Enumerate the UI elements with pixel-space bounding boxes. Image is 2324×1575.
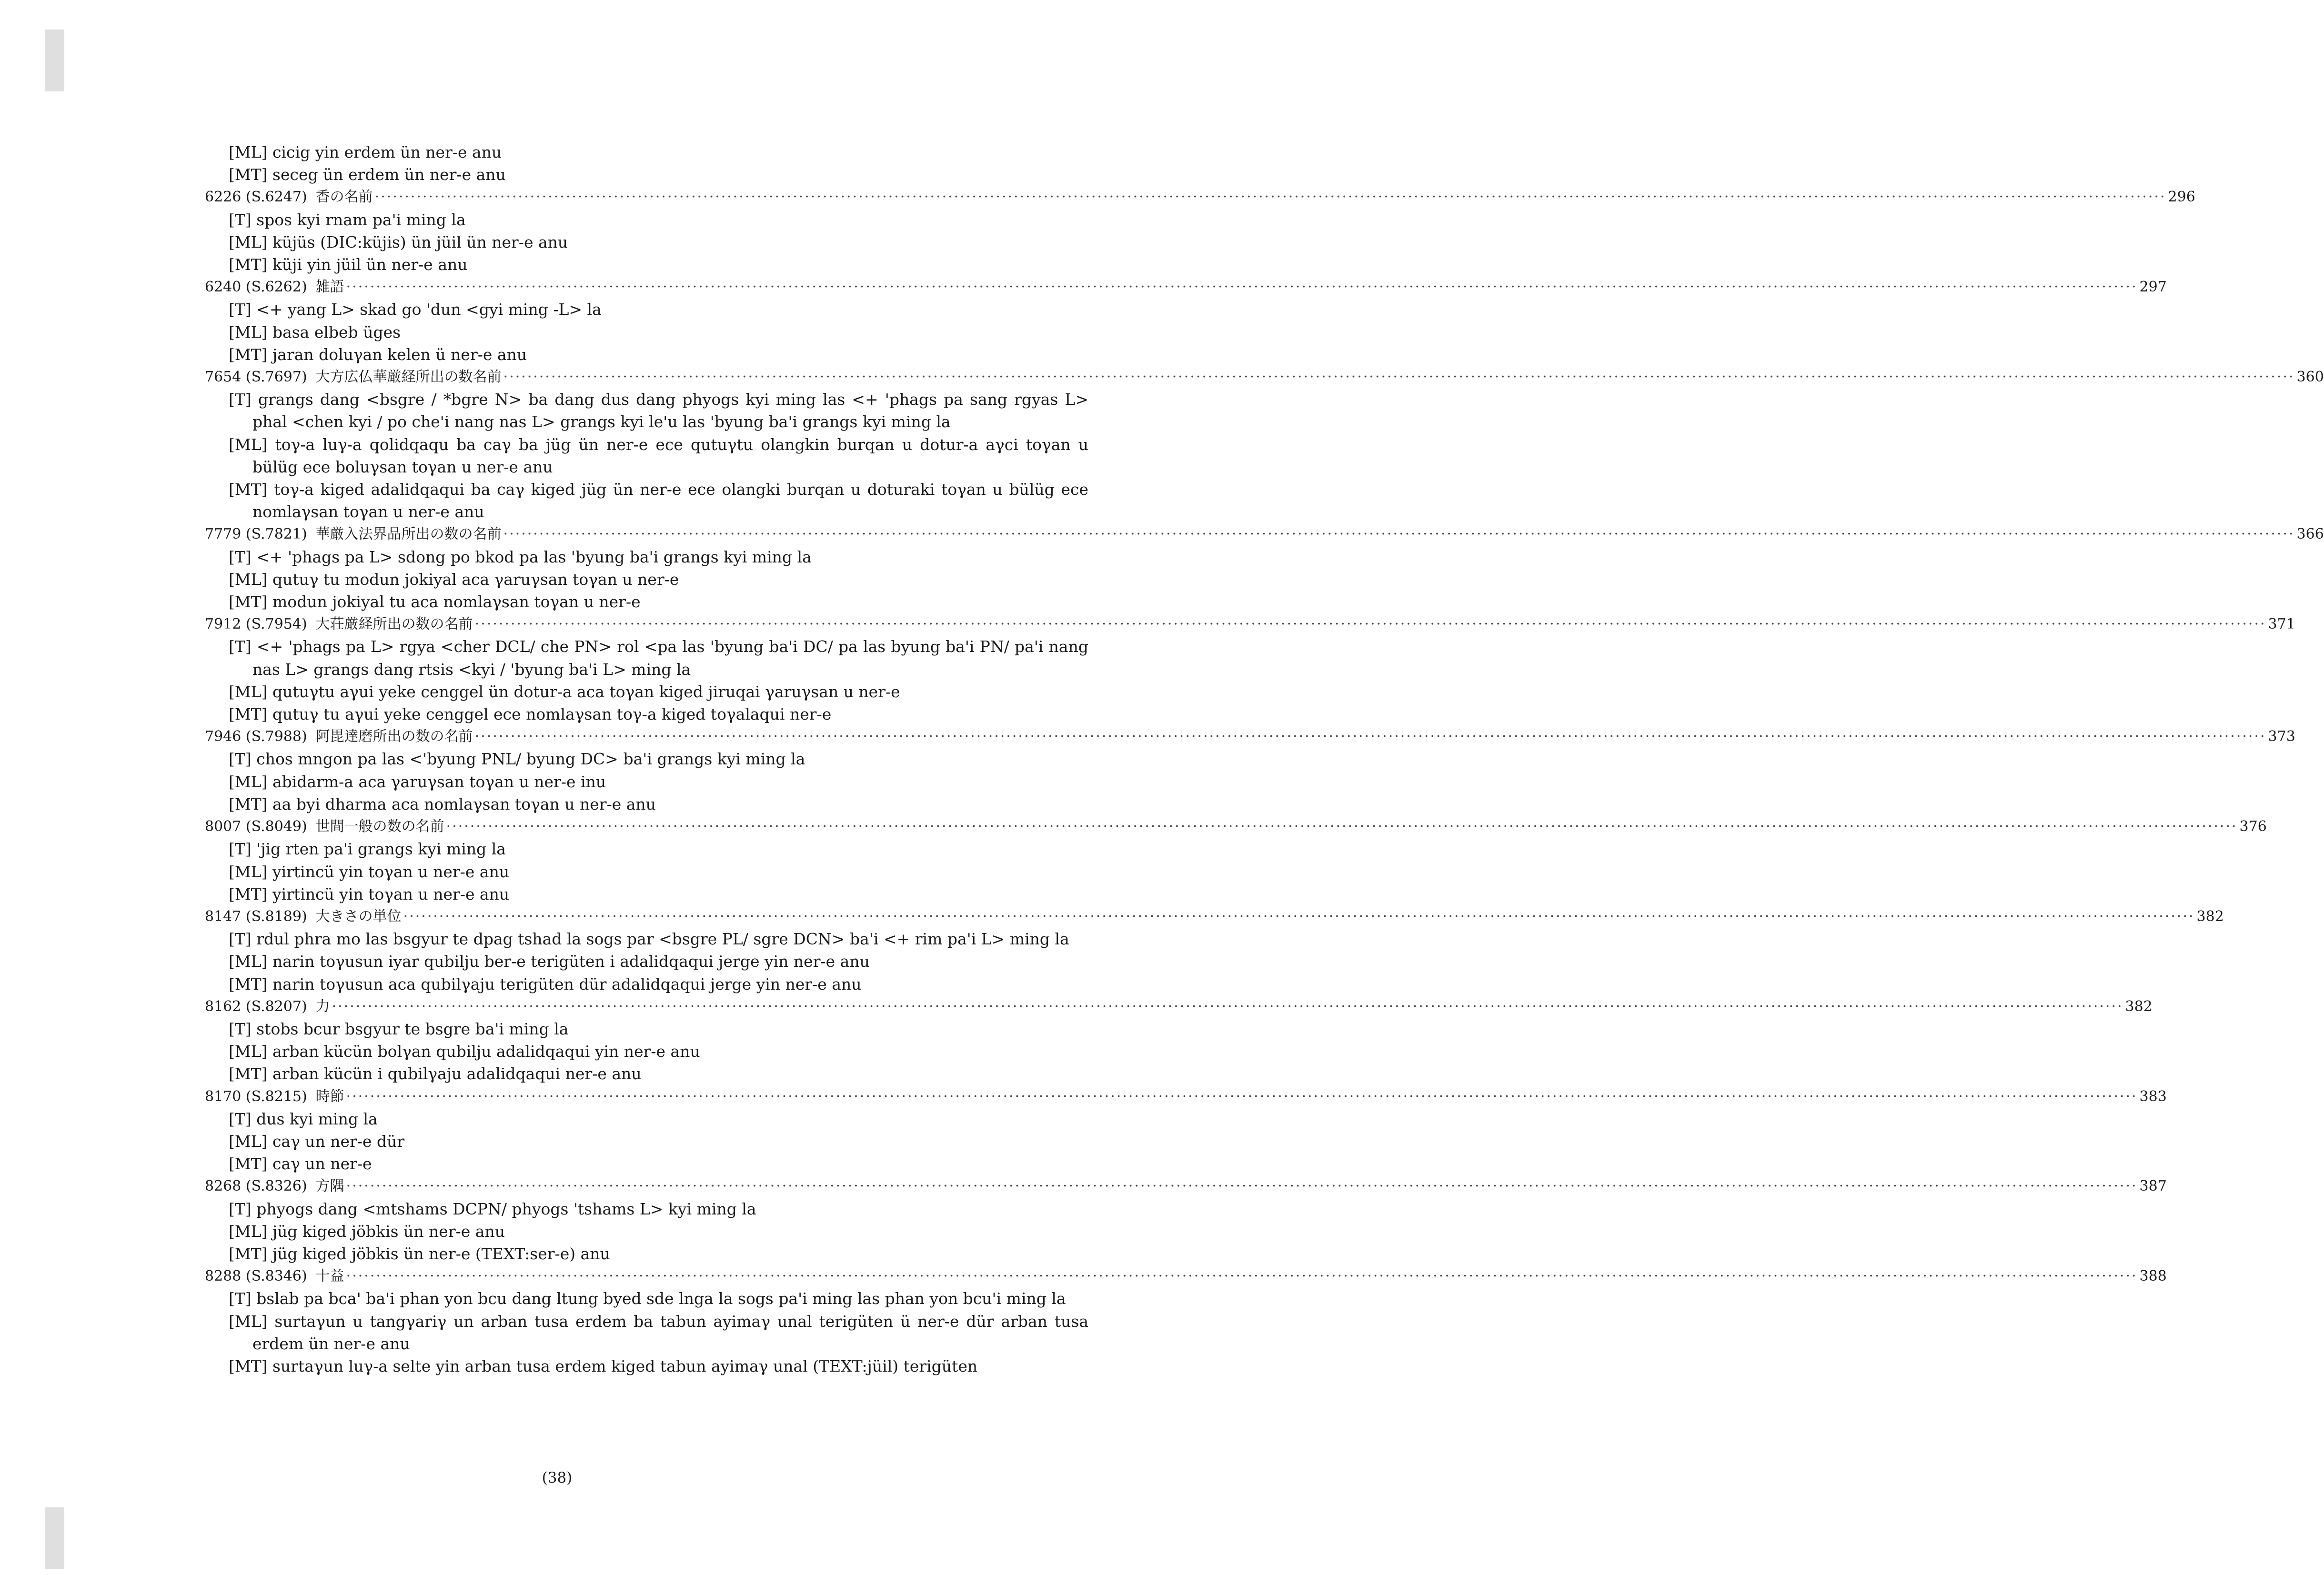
- entry-number: 8147 (S.8189): [205, 908, 307, 925]
- entry-line: [ML] surtaγun u tangγariγ un arban tusa erdem ba tabun ayimaγ unal terigüten ü ner-e dür arban tusa erdem ün ner-e anu: [229, 1312, 1088, 1353]
- entry-title: 十益: [315, 1268, 344, 1285]
- entry-line: [ML] abidarm-a aca γaruγsan toγan u ner-e inu: [229, 772, 606, 791]
- entry-title: 力: [315, 998, 330, 1015]
- entry-number: 8170 (S.8215): [205, 1088, 307, 1105]
- entry-number: 7779 (S.7821): [205, 526, 307, 543]
- entry-line: [T] spos kyi rnam pa'i ming la: [229, 210, 466, 229]
- entry-line: [T] phyogs dang <mtshams DCPN/ phyogs 'tshams L> kyi ming la: [229, 1199, 756, 1218]
- entry-heading: [205, 1175, 2167, 1197]
- entry-line: [T] chos mngon pa las <'byung PNL/ byung DC> ba'i grangs kyi ming la: [229, 750, 805, 769]
- entry-heading: [205, 815, 2267, 838]
- entry-number: 7946 (S.7988): [205, 728, 307, 745]
- entry-line: [MT] jüg kiged jöbkis ün ner-e (TEXT:ser-e) anu: [229, 1244, 610, 1263]
- entry-title: 世間一般の数の名前: [315, 818, 444, 835]
- entry-page-number: 360: [2296, 369, 2324, 386]
- entry-heading: [205, 995, 2153, 1018]
- entry-page-number: 383: [2139, 1088, 2167, 1105]
- entry-line: [MT] jaran doluγan kelen ü ner-e anu: [229, 345, 527, 364]
- entry-line: [T] stobs bcur bsgyur te bsgre ba'i ming la: [229, 1019, 569, 1038]
- dot-leader: ············································································································································································································································································································: [346, 1268, 2138, 1285]
- entry-list: [205, 141, 2324, 1377]
- entry-line: [MT] yirtincü yin toγan u ner-e anu: [229, 884, 510, 903]
- document-page: [205, 141, 2324, 1377]
- dot-leader: ············································································································································································································································································································: [474, 728, 2266, 745]
- entry-line: [T] dus kyi ming la: [229, 1109, 378, 1128]
- entry-title: 大方広仏華厳経所出の数名前: [315, 369, 502, 386]
- entry-title: 時節: [315, 1088, 344, 1105]
- entry-line: [ML] qutuγtu aγui yeke cenggel ün dotur-a aca toγan kiged jiruqai γaruγsan u ner-e: [229, 682, 900, 701]
- entry-number: 6240 (S.6262): [205, 279, 307, 296]
- entry-page-number: 382: [2125, 998, 2153, 1015]
- entry-heading: [205, 523, 2324, 545]
- entry-heading: [205, 905, 2224, 928]
- entry-title: 大きさの単位: [315, 908, 402, 925]
- dot-leader: ············································································································································································································································································································: [474, 616, 2266, 633]
- entry-page-number: 382: [2196, 908, 2224, 925]
- entry-line: [MT] caγ un ner-e: [229, 1154, 372, 1174]
- entry-line: [ML] basa elbeb üges: [229, 322, 401, 341]
- dot-leader: ············································································································································································································································································································: [503, 526, 2295, 543]
- entry-line: [MT] aa byi dharma aca nomlaγsan toγan u ner-e anu: [229, 794, 656, 813]
- entry-heading: [205, 366, 2324, 388]
- entry-heading: [205, 1085, 2167, 1108]
- page-number: (38): [542, 1469, 573, 1486]
- dot-leader: ············································································································································································································································································································: [446, 818, 2238, 835]
- entry-number: 8162 (S.8207): [205, 998, 307, 1015]
- entry-line: [T] <+ yang L> skad go 'dun <gyi ming -L> la: [229, 300, 602, 319]
- entry-line: [MT] narin toγusun aca qubilγaju terigüten dür adalidqaqui jerge yin ner-e anu: [229, 974, 862, 993]
- entry-title: 方隅: [315, 1178, 344, 1195]
- entry-heading: [205, 186, 2195, 208]
- entry-line: [ML] yirtincü yin toγan u ner-e anu: [229, 862, 510, 881]
- entry-line: [T] grangs dang <bsgre / *bgre N> ba dang dus dang phyogs kyi ming las <+ 'phags pa sang rgyas L> phal <chen kyi / po che'i nang nas L> grangs kyi le'u las 'byung ba'i grangs kyi ming la: [229, 390, 1088, 431]
- scan-artifact-top: [45, 30, 64, 91]
- entry-number: 8288 (S.8346): [205, 1268, 307, 1285]
- entry-title: 阿毘達磨所出の数の名前: [315, 728, 473, 745]
- entry-page-number: 373: [2268, 728, 2295, 745]
- entry-heading: [205, 613, 2295, 635]
- entry-page-number: 376: [2239, 818, 2267, 835]
- entry-line: [T] rdul phra mo las bsgyur te dpag tshad la sogs par <bsgre PL/ sgre DCN> ba'i <+ rim pa'i L> ming la: [229, 930, 1069, 949]
- entry-number: 8007 (S.8049): [205, 818, 307, 835]
- dot-leader: ············································································································································································································································································································: [374, 189, 2166, 206]
- entry-heading: [205, 725, 2295, 748]
- entry-line: [ML] arban kücün bolγan qubilju adalidqaqui yin ner-e anu: [229, 1042, 700, 1061]
- entry-page-number: 388: [2139, 1268, 2167, 1285]
- entry-number: 7912 (S.7954): [205, 616, 307, 633]
- entry-line: [MT] küji yin jüil ün ner-e anu: [229, 255, 468, 274]
- entry-number: 6226 (S.6247): [205, 189, 307, 206]
- entry-number: 8268 (S.8326): [205, 1178, 307, 1195]
- preamble-line: [MT] seceg ün erdem ün ner-e anu: [229, 165, 506, 184]
- entry-line: [MT] modun jokiyal tu aca nomlaγsan toγan u ner-e: [229, 592, 641, 612]
- entry-line: [MT] surtaγun luγ-a selte yin arban tusa erdem kiged tabun ayimaγ unal (TEXT:jüil) terigüten: [229, 1356, 978, 1375]
- entry-page-number: 366: [2296, 526, 2324, 543]
- dot-leader: ············································································································································································································································································································: [403, 908, 2195, 925]
- entry-page-number: 387: [2139, 1178, 2167, 1195]
- entry-line: [T] <+ 'phags pa L> sdong po bkod pa las 'byung ba'i grangs kyi ming la: [229, 547, 812, 566]
- entry-title: 大荘厳経所出の数の名前: [315, 616, 473, 633]
- preamble-line: [ML] cicig yin erdem ün ner-e anu: [229, 143, 502, 161]
- entry-line: [ML] toγ-a luγ-a qolidqaqu ba caγ ba jüg ün ner-e ece qutuγtu olangkin burqan u dotur-a aγci toγan u bülüg ece boluγsan toγan u ner-e anu: [229, 435, 1088, 476]
- entry-line: [T] bslab pa bca' ba'i phan yon bcu dang ltung byed sde lnga la sogs pa'i ming las phan yon bcu'i ming la: [229, 1289, 1066, 1308]
- entry-title: 香の名前: [315, 189, 373, 206]
- entry-line: [MT] toγ-a kiged adalidqaqui ba caγ kiged jüg ün ner-e ece olangki burqan u doturaki toγan u bülüg ece nomlaγsan toγan u ner-e anu: [229, 480, 1088, 522]
- entry-line: [ML] qutuγ tu modun jokiyal aca γaruγsan toγan u ner-e: [229, 570, 679, 589]
- entry-line: [T] <+ 'phags pa L> rgya <cher DCL/ che PN> rol <pa las 'byung ba'i DC/ pa las byung ba'i PN/ pa'i nang nas L> grangs dang rtsis <kyi / 'byung ba'i L> ming la: [229, 637, 1088, 679]
- dot-leader: ············································································································································································································································································································: [332, 998, 2123, 1015]
- dot-leader: ············································································································································································································································································································: [346, 1088, 2138, 1105]
- scan-artifact-bottom: [45, 1507, 64, 1569]
- entry-heading: [205, 1265, 2167, 1287]
- entry-line: [ML] narin toγusun iyar qubilju ber-e terigüten i adalidqaqui jerge yin ner-e anu: [229, 952, 870, 971]
- entry-heading: [205, 276, 2167, 298]
- entry-number: 7654 (S.7697): [205, 369, 307, 386]
- entry-page-number: 371: [2268, 616, 2295, 633]
- entry-page-number: 297: [2139, 279, 2167, 296]
- entry-line: [MT] arban kücün i qubilγaju adalidqaqui ner-e anu: [229, 1064, 642, 1083]
- dot-leader: ············································································································································································································································································································: [346, 1178, 2138, 1195]
- entry-line: [T] 'jig rten pa'i grangs kyi ming la: [229, 840, 506, 859]
- entry-line: [ML] jüg kiged jöbkis ün ner-e anu: [229, 1222, 505, 1241]
- entry-line: [MT] qutuγ tu aγui yeke cenggel ece nomlaγsan toγ-a kiged toγalaqui ner-e: [229, 705, 832, 724]
- entry-title: 華厳入法界品所出の数の名前: [315, 526, 502, 543]
- entry-title: 雑語: [315, 279, 344, 296]
- dot-leader: ············································································································································································································································································································: [503, 369, 2295, 386]
- entry-line: [ML] caγ un ner-e dür: [229, 1132, 405, 1151]
- entry-line: [ML] küjüs (DIC:küjis) ün jüil ün ner-e anu: [229, 232, 568, 251]
- entry-page-number: 296: [2168, 189, 2195, 206]
- dot-leader: ············································································································································································································································································································: [346, 279, 2138, 296]
